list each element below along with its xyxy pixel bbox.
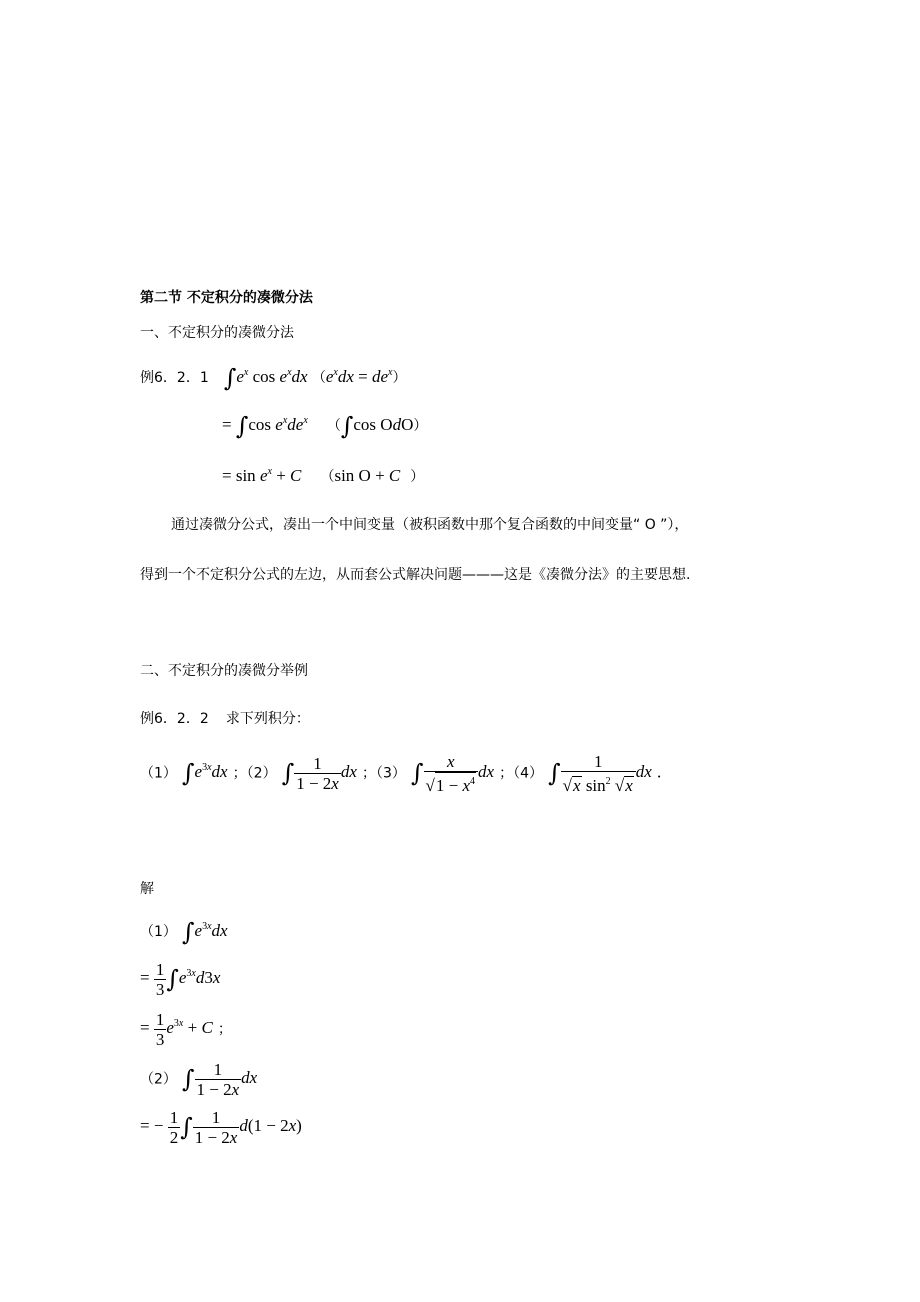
solution1-formula3: = $\frac{1}{3}$ $e^{3x} + C$ — [140, 1010, 213, 1049]
solution2-formula2: = − $\frac{1}{2}$ ∫ $\frac{1}{1 - 2x}$ d(1 − 2x) — [140, 1108, 302, 1147]
paragraph-line1: 通过凑微分公式，凑出一个中间变量（被积函数中那个复合函数的中间变量“ O ”）， — [171, 517, 689, 533]
example1-note2: ∫cos OdO — [340, 412, 414, 440]
example1-line2 — [222, 414, 427, 438]
example2-prompt: 求下列积分： — [225, 711, 310, 727]
solution-label: 解 — [140, 881, 154, 897]
solution2-label: （2） — [140, 1071, 177, 1088]
item2-formula: ∫ $\frac{1}{1 - 2x}$ dx — [281, 754, 357, 793]
item4-end: . — [656, 762, 662, 782]
solution1-formula2: = $\frac{1}{3}$ $\int e^{3x}d3x$ — [140, 960, 221, 999]
example2-header — [140, 708, 310, 728]
paragraph-line2: 得到一个不定积分公式的左边，从而套公式解决问题———这是《凑微分法》的主要思想. — [140, 567, 691, 583]
solution2-line2 — [140, 1108, 302, 1147]
example1-note3: sin O + C — [334, 466, 401, 485]
part1-heading: 一、不定积分的凑微分法 — [140, 325, 294, 341]
example1-formula3: = $\sin e^x + C$ — [222, 466, 302, 485]
item3-formula: ∫ $\frac{x}{√1 - x^4}$ dx — [411, 752, 495, 795]
example1-label: 例6．2．1 — [140, 370, 209, 386]
solution1-line1 — [140, 920, 228, 944]
solution1-label: （1） — [140, 924, 177, 940]
note-close: ） — [410, 469, 425, 485]
note-open: （ — [326, 418, 341, 434]
solution1-formula1: $\int e^{3x}dx$ — [182, 918, 228, 946]
example2-items — [140, 752, 661, 795]
note-close: ） — [392, 370, 407, 386]
item4-label: ；（4） — [499, 765, 544, 782]
example1-note1: $e^xdx = de^x$ — [325, 367, 393, 386]
item1-label: （1） — [140, 765, 177, 782]
solution2-formula1: ∫ $\frac{1}{1 - 2x}$ dx — [182, 1060, 258, 1099]
example1-line3 — [222, 466, 424, 486]
note-close: ） — [413, 418, 428, 434]
note-open: （ — [311, 370, 326, 386]
example2-label: 例6．2．2 — [140, 711, 209, 727]
solution1-semicolon: ； — [217, 1021, 232, 1038]
example1-formula2: = ∫cos $e^xde^x$ — [222, 412, 308, 440]
solution2-line1 — [140, 1060, 257, 1099]
example1-formula1: $\int e^x$ $\cos e^xdx$ — [223, 364, 308, 392]
note-open: （ — [320, 469, 335, 485]
solution1-line2 — [140, 960, 220, 999]
part2-heading: 二、不定积分的凑微分举例 — [140, 663, 308, 679]
item2-label: ；（2） — [232, 765, 277, 782]
solution1-line3 — [140, 1010, 232, 1049]
item1-formula: $\int e^{3x}dx$ — [182, 759, 228, 788]
item3-label: ；（3） — [361, 765, 406, 782]
example1-line1 — [140, 366, 406, 390]
item4-formula: ∫ $\frac{1}{√x \sin^2 √x}$ dx — [548, 752, 652, 795]
section-title: 第二节 不定积分的凑微分法 — [140, 290, 313, 306]
